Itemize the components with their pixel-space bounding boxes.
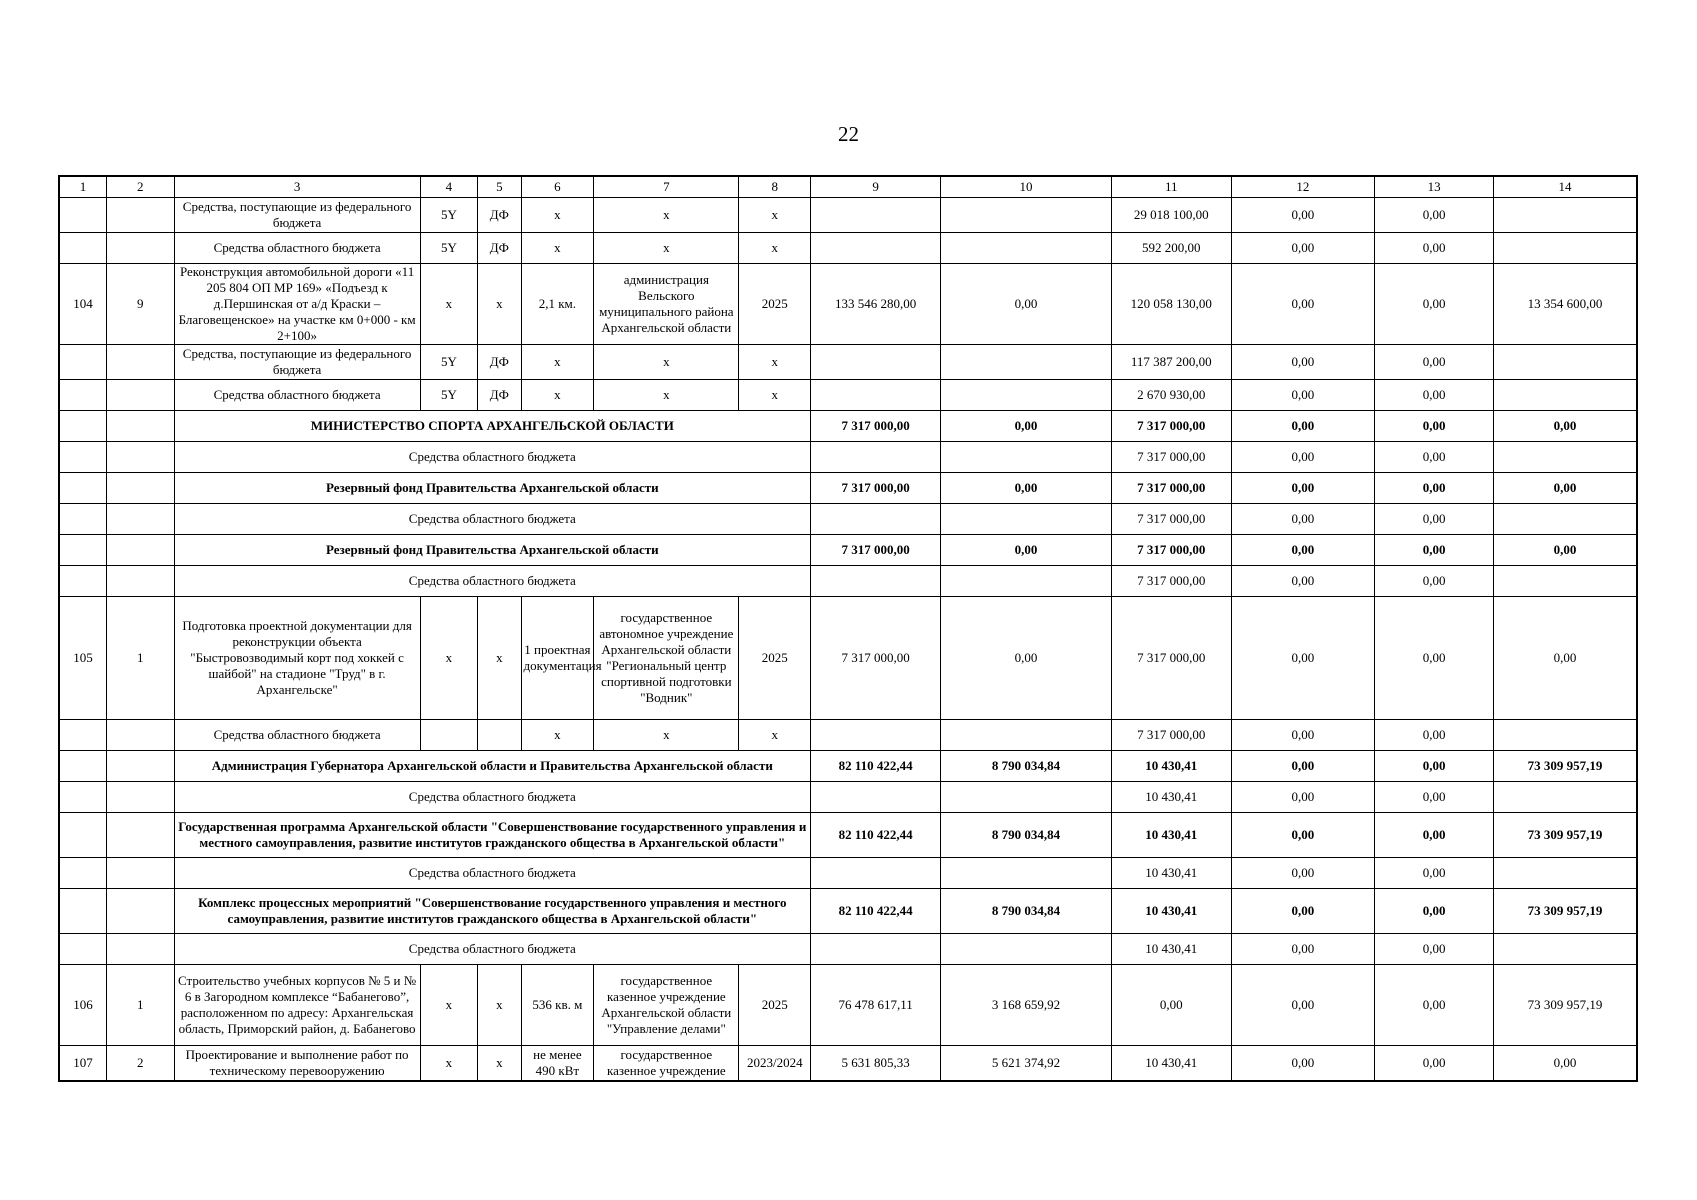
column-number: 4 [420,176,478,198]
funding-source-row [59,720,1637,751]
cell-amount: 82 110 422,44 [811,889,941,934]
cell-amount: 0,00 [1375,782,1494,813]
cell-year: x [739,345,811,380]
cell-amount: 0,00 [1231,1046,1374,1082]
cell-amount: 0,00 [1375,965,1494,1046]
cell-amount: 0,00 [941,411,1112,442]
funding-source-label: Средства областного бюджета [174,233,420,264]
cell-amount: 82 110 422,44 [811,751,941,782]
cell-amount: 5 631 805,33 [811,1046,941,1082]
cell-year: x [739,198,811,233]
cell-amount: 7 317 000,00 [811,411,941,442]
cell-year: x [739,380,811,411]
section-row [59,411,1637,442]
cell-year: 2025 [739,264,811,345]
cell-amount: 0,00 [941,597,1112,720]
object-name: Строительство учебных корпусов № 5 и № 6 в Загородном комплексе “Бабанегово”, расположенном по адресу: Архангельская область, Приморский район, д. Бабанегово [174,965,420,1046]
cell-customer: x [594,380,739,411]
cell-amount: 7 317 000,00 [1111,597,1231,720]
cell-year: x [739,233,811,264]
section-row [59,751,1637,782]
cell-code: x [420,597,478,720]
cell-capacity: 2,1 км. [521,264,594,345]
cell-amount: 0,00 [941,264,1112,345]
column-number: 14 [1494,176,1637,198]
cell-capacity: x [521,233,594,264]
cell-amount: 10 430,41 [1111,858,1231,889]
object-row [59,597,1637,720]
cell-amount: 7 317 000,00 [1111,566,1231,597]
cell-amount: 0,00 [1375,504,1494,535]
cell-amount: 0,00 [1231,411,1374,442]
column-number: 7 [594,176,739,198]
cell-year: 2023/2024 [739,1046,811,1082]
cell-amount: 0,00 [1375,473,1494,504]
cell-amount: 0,00 [1375,411,1494,442]
cell-amount: 73 309 957,19 [1494,813,1637,858]
cell-amount: 7 317 000,00 [1111,504,1231,535]
cell-amount: 0,00 [1494,535,1637,566]
cell-amount: 8 790 034,84 [941,751,1112,782]
cell-amount: 0,00 [1375,535,1494,566]
cell-capacity: x [521,720,594,751]
cell-item-number: 1 [106,965,174,1046]
object-name: Подготовка проектной документации для реконструкции объекта "Быстровозводимый корт под хоккей с шайбой" на стадионе "Труд" в г. Архангельске" [174,597,420,720]
funding-source-label: Средства областного бюджета [174,934,811,965]
cell-amount: 7 317 000,00 [1111,411,1231,442]
cell-amount: 0,00 [1375,198,1494,233]
cell-item-number: 2 [106,1046,174,1082]
cell-amount: 0,00 [1375,934,1494,965]
cell-amount: 0,00 [1375,442,1494,473]
funding-source-row [59,442,1637,473]
cell-amount: 0,00 [1231,858,1374,889]
object-name: Реконструкция автомобильной дороги «11 205 804 ОП МР 169» «Подъезд к д.Першинская от а/д Краски – Благовещенское» на участке км 0+000 - км 2+100» [174,264,420,345]
cell-amount: 0,00 [941,473,1112,504]
cell-amount: 7 317 000,00 [811,473,941,504]
funding-source-row [59,233,1637,264]
funding-source-row [59,782,1637,813]
section-row [59,813,1637,858]
cell-amount: 120 058 130,00 [1111,264,1231,345]
cell-customer: государственное казенное учреждение Архангельской области "Управление делами" [594,965,739,1046]
cell-year: x [739,720,811,751]
cell-amount: 0,00 [1494,597,1637,720]
funding-source-row [59,380,1637,411]
funding-source-row [59,198,1637,233]
cell-code: 5Y [420,198,478,233]
cell-amount: 0,00 [1231,566,1374,597]
cell-amount: 0,00 [1494,1046,1637,1082]
cell-amount: 0,00 [1375,889,1494,934]
object-row [59,965,1637,1046]
funding-source-label: Средства областного бюджета [174,504,811,535]
section-title: Администрация Губернатора Архангельской области и Правительства Архангельской области [174,751,811,782]
column-number: 12 [1231,176,1374,198]
cell-capacity: 536 кв. м [521,965,594,1046]
cell-amount: 0,00 [1375,751,1494,782]
cell-amount: 0,00 [1231,889,1374,934]
cell-amount: 0,00 [1375,264,1494,345]
cell-amount: 73 309 957,19 [1494,965,1637,1046]
cell-amount: 0,00 [1231,233,1374,264]
cell-amount: 7 317 000,00 [1111,473,1231,504]
cell-year: 2025 [739,965,811,1046]
cell-code: x [420,965,478,1046]
funding-source-row [59,566,1637,597]
funding-source-label: Средства, поступающие из федерального бюджета [174,198,420,233]
cell-amount: 8 790 034,84 [941,889,1112,934]
cell-amount: 10 430,41 [1111,1046,1231,1082]
cell-amount: 8 790 034,84 [941,813,1112,858]
budget-table [58,175,1638,1082]
cell-amount: 10 430,41 [1111,751,1231,782]
cell-amount: 0,00 [1375,566,1494,597]
cell-code: 5Y [420,345,478,380]
cell-customer: администрация Вельского муниципального района Архангельской области [594,264,739,345]
cell-amount: 117 387 200,00 [1111,345,1231,380]
cell-amount: 10 430,41 [1111,813,1231,858]
cell-amount: 0,00 [1494,411,1637,442]
cell-amount: 0,00 [1231,782,1374,813]
cell-capacity: x [521,345,594,380]
section-title: Государственная программа Архангельской области "Совершенствование государственного управления и местного самоуправления, развитие институтов гражданского общества в Архангельской области" [174,813,811,858]
cell-amount: 10 430,41 [1111,782,1231,813]
column-number: 11 [1111,176,1231,198]
cell-amount: 76 478 617,11 [811,965,941,1046]
section-row [59,889,1637,934]
cell-row-number: 104 [59,264,106,345]
cell-amount: 0,00 [1231,345,1374,380]
cell-amount: 0,00 [1375,1046,1494,1082]
funding-source-row [59,858,1637,889]
cell-row-number: 106 [59,965,106,1046]
object-name: Проектирование и выполнение работ по техническому перевооружению [174,1046,420,1082]
cell-code: 5Y [420,233,478,264]
cell-amount: 5 621 374,92 [941,1046,1112,1082]
cell-code: 5Y [420,380,478,411]
cell-customer: x [594,345,739,380]
cell-amount: 0,00 [1375,597,1494,720]
section-row [59,473,1637,504]
cell-amount: 7 317 000,00 [1111,720,1231,751]
cell-capacity: x [521,380,594,411]
cell-amount: 0,00 [1494,473,1637,504]
cell-amount: 0,00 [1231,473,1374,504]
cell-amount: 7 317 000,00 [811,597,941,720]
cell-amount: 0,00 [941,535,1112,566]
column-number: 1 [59,176,106,198]
funding-source-label: Средства областного бюджета [174,720,420,751]
column-number: 10 [941,176,1112,198]
cell-amount: 0,00 [1231,720,1374,751]
funding-source-row [59,345,1637,380]
object-row [59,1046,1637,1082]
cell-amount: 29 018 100,00 [1111,198,1231,233]
cell-fund: ДФ [478,345,521,380]
cell-customer: x [594,720,739,751]
cell-amount: 0,00 [1111,965,1231,1046]
section-title: Комплекс процессных мероприятий "Совершенствование государственного управления и местного самоуправления, развитие институтов гражданского общества в Архангельской области" [174,889,811,934]
cell-amount: 3 168 659,92 [941,965,1112,1046]
column-number: 13 [1375,176,1494,198]
funding-source-label: Средства областного бюджета [174,380,420,411]
cell-item-number: 9 [106,264,174,345]
cell-amount: 13 354 600,00 [1494,264,1637,345]
cell-amount: 0,00 [1231,813,1374,858]
cell-customer: x [594,198,739,233]
cell-amount: 0,00 [1375,858,1494,889]
cell-amount: 0,00 [1231,264,1374,345]
column-number: 2 [106,176,174,198]
column-number: 8 [739,176,811,198]
cell-capacity: 1 проектная документация [521,597,594,720]
cell-amount: 73 309 957,19 [1494,889,1637,934]
cell-amount: 82 110 422,44 [811,813,941,858]
column-number: 6 [521,176,594,198]
cell-amount: 0,00 [1231,198,1374,233]
cell-amount: 0,00 [1375,720,1494,751]
cell-amount: 10 430,41 [1111,934,1231,965]
cell-amount: 7 317 000,00 [1111,535,1231,566]
section-title: Резервный фонд Правительства Архангельской области [174,535,811,566]
cell-item-number: 1 [106,597,174,720]
cell-amount: 0,00 [1231,535,1374,566]
cell-amount: 0,00 [1231,597,1374,720]
cell-customer: государственное казенное учреждение [594,1046,739,1082]
cell-fund: x [478,1046,521,1082]
cell-fund: ДФ [478,233,521,264]
cell-amount: 7 317 000,00 [811,535,941,566]
header-row [59,176,1637,198]
column-number: 3 [174,176,420,198]
object-row [59,264,1637,345]
funding-source-label: Средства областного бюджета [174,566,811,597]
section-title: Резервный фонд Правительства Архангельской области [174,473,811,504]
cell-amount: 0,00 [1375,813,1494,858]
cell-amount: 2 670 930,00 [1111,380,1231,411]
cell-amount: 0,00 [1231,380,1374,411]
cell-amount: 0,00 [1231,934,1374,965]
cell-fund: x [478,965,521,1046]
funding-source-label: Средства областного бюджета [174,782,811,813]
cell-row-number: 105 [59,597,106,720]
cell-amount: 592 200,00 [1111,233,1231,264]
section-row [59,535,1637,566]
cell-amount: 0,00 [1231,751,1374,782]
cell-amount: 73 309 957,19 [1494,751,1637,782]
cell-fund: ДФ [478,380,521,411]
cell-capacity: x [521,198,594,233]
funding-source-label: Средства областного бюджета [174,858,811,889]
funding-source-row [59,934,1637,965]
column-number: 9 [811,176,941,198]
funding-source-label: Средства, поступающие из федерального бюджета [174,345,420,380]
cell-customer: государственное автономное учреждение Архангельской области "Региональный центр спортивной подготовки "Водник" [594,597,739,720]
section-title: МИНИСТЕРСТВО СПОРТА АРХАНГЕЛЬСКОЙ ОБЛАСТИ [174,411,811,442]
cell-customer: x [594,233,739,264]
cell-fund: ДФ [478,198,521,233]
page-number: 22 [838,122,859,146]
cell-fund: x [478,597,521,720]
cell-row-number: 107 [59,1046,106,1082]
cell-amount: 0,00 [1375,345,1494,380]
cell-capacity: не менее 490 кВт [521,1046,594,1082]
cell-year: 2025 [739,597,811,720]
cell-amount: 0,00 [1231,504,1374,535]
cell-amount: 0,00 [1231,442,1374,473]
cell-amount: 0,00 [1375,380,1494,411]
cell-amount: 133 546 280,00 [811,264,941,345]
cell-amount: 10 430,41 [1111,889,1231,934]
cell-amount: 7 317 000,00 [1111,442,1231,473]
column-number: 5 [478,176,521,198]
funding-source-label: Средства областного бюджета [174,442,811,473]
cell-code: x [420,1046,478,1082]
cell-code: x [420,264,478,345]
cell-fund: x [478,264,521,345]
cell-amount: 0,00 [1375,233,1494,264]
cell-amount: 0,00 [1231,965,1374,1046]
funding-source-row [59,504,1637,535]
